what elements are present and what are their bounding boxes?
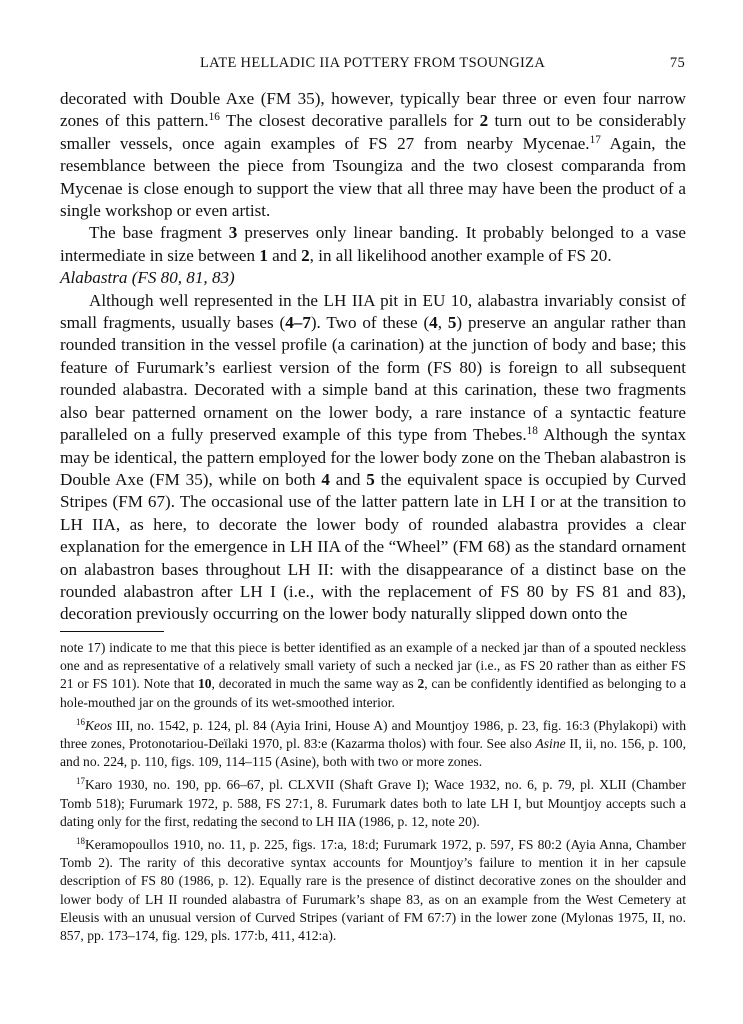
text-run: Keramopoullos 1910, no. 11, p. 225, figs. 17:a, 18:d; Furumark 1972, p. 597, FS 80:2 (Ayia Anna, Chamber Tomb 2). The rarity of this decorative syntax accounts for Mountjoy’s failure to mention it in her capsule description of FS 80 (1986, p. 12). Equally rare is the presence of distinct decorative zones on the shoulder and lower body of LH II rounded alabastra of Furumark’s shape 83, as on an example from the West Cemetery at Eleusis with an unusual version of Curved Stripes (variant of FM 67:7) in the lower zone (Mylonas 1975, II, no. 857, pp. 173–174, fig. 129, pls. 177:b, 411, 412:a). <box>60 837 686 944</box>
catalog-ref: 2 <box>479 111 489 131</box>
running-head-title: LATE HELLADIC IIA POTTERY FROM TSOUNGIZA <box>200 55 546 71</box>
text-run: III, no. 1542, p. 124, pl. 84 (Ayia Irini, House A) and Mountjoy 1986, p. 23, fig. 16:3 (Phylakopi) with three zones, Protonotariou-Deïlaki 1970, pl. 83:e (Kazarma tholos) with four. See also <box>60 717 686 752</box>
text-run: Although well represented in the LH IIA pit in EU 10, alabastra invariably consist of small fragments, usually bases ( <box>60 290 686 333</box>
text-run: Again, the resemblance between the piece from Tsoungiza and the two closest comparanda from Mycenae is close enough to support the view that all three may have been the product of a single workshop or even artist. <box>60 133 686 221</box>
catalog-ref: 4 <box>321 469 330 489</box>
text-run: , decorated in much the same way as <box>211 676 418 692</box>
footnote-16 <box>60 717 686 772</box>
footnote-ref-18: 18 <box>526 424 538 437</box>
running-head <box>60 55 685 75</box>
text-run: Karo 1930, no. 190, pp. 66–67, pl. CLXVII (Shaft Grave I); Wace 1932, no. 6, p. 79, pl. XLII (Chamber Tomb 518); Furumark 1972, p. 588, FS 27:1, 8. Furumark dates both to late LH I, but Mountjoy accepts such a dating only for the first, redating the second to LH IIA (1986, p. 12, note 20). <box>60 777 686 829</box>
text-run: decorated with Double Axe (FM 35), however, typically bear three or even four narrow zones of this pattern. <box>60 89 686 131</box>
footnote-18 <box>60 836 686 945</box>
text-run: , can be confidently identified as belonging to a hole-mouthed jar on the grounds of its wet-smoothed interior. <box>60 676 686 710</box>
text-run: , <box>437 313 448 333</box>
text-run: turn out to be considerably smaller vessels, once again examples of FS 27 from nearby Mycenae. <box>60 111 687 153</box>
footnote-ref-17: 17 <box>589 133 601 146</box>
catalog-ref: 3 <box>228 223 238 243</box>
catalog-ref: 5 <box>447 313 457 333</box>
text-run: note 17) indicate to me that this piece is better identified as an example of a necked jar than of a spouted neckless one and as representative of a relatively small variety of such a necked jar (i.e., as FS 20 rather than as either FS 21 or FS 101). Note that <box>60 640 686 692</box>
paragraph-1 <box>60 88 686 222</box>
text-run: II, ii, no. 156, p. 100, and no. 224, p. 110, figs. 109, 114–115 (Asine), both with two or more zones. <box>60 736 686 770</box>
footnote-ref-16: 16 <box>208 111 220 124</box>
catalog-ref: 1 <box>259 245 268 265</box>
catalog-ref: 2 <box>301 245 310 265</box>
text-run: the equivalent space is occupied by Curved Stripes (FM 67). The occasional use of the latter pattern late in LH I or at the transition to LH IIA, as here, to decorate the lower body of rounded alabastra provides a clear explanation for the emergence in LH IIA of the “Wheel” (FM 68) as the standard ornament on alabastron bases throughout LH II: with the disappearance of a distinct base on the rounded alabastron after LH I (i.e., with the replacement of FS 80 by FS 81 and 83), decoration previously occurring on the lower body naturally slipped down onto the <box>60 469 686 624</box>
section-heading: Alabastra (FS 80, 81, 83) <box>60 268 235 288</box>
text-run: Although the syntax may be identical, the pattern employed for the lower body zone on the Theban alabastron is Double Axe (FM 35), while on both <box>60 425 687 489</box>
paragraph-3 <box>60 290 686 626</box>
footnote-number: 18 <box>76 836 85 847</box>
text-run-italic: Keos <box>84 717 113 733</box>
page-number: 75 <box>669 55 685 71</box>
text-run: ) preserve an angular rather than rounded transition in the vessel profile (a carination) at the junction of body and base; this feature of Furumark’s earliest version of the form (FS 80) is foreign to all subsequent rounded alabastra. Decorated with a simple band at this carination, these two fragments also bear patterned ornament on the lower body, a rare instance of a syntactic feature paralleled on a fully preserved example of this type from Thebes. <box>60 313 686 445</box>
catalog-ref: 5 <box>366 469 375 489</box>
footnote-continuation <box>60 639 686 712</box>
footnotes <box>60 639 686 950</box>
footnote-divider <box>60 631 164 632</box>
footnote-number: 16 <box>76 716 85 727</box>
text-run: The closest decorative parallels for <box>219 111 480 131</box>
text-run: , in all likelihood another example of FS 20. <box>309 245 612 265</box>
catalog-ref: 2 <box>417 676 425 692</box>
text-run: preserves only linear banding. It probably belonged to a vase intermediate in size between <box>60 223 686 265</box>
text-run: The base fragment <box>89 223 229 243</box>
text-run: and <box>267 245 302 265</box>
body-text <box>60 88 686 626</box>
catalog-ref: 10 <box>197 676 212 692</box>
text-run-italic: Asine <box>535 736 566 752</box>
footnote-number: 17 <box>76 776 85 787</box>
catalog-ref: 4 <box>429 313 438 333</box>
catalog-ref: 4–7 <box>285 313 311 333</box>
paragraph-2 <box>60 222 686 267</box>
text-run: and <box>329 469 367 489</box>
text-run: ). Two of these ( <box>310 313 430 333</box>
footnote-17 <box>60 776 686 831</box>
